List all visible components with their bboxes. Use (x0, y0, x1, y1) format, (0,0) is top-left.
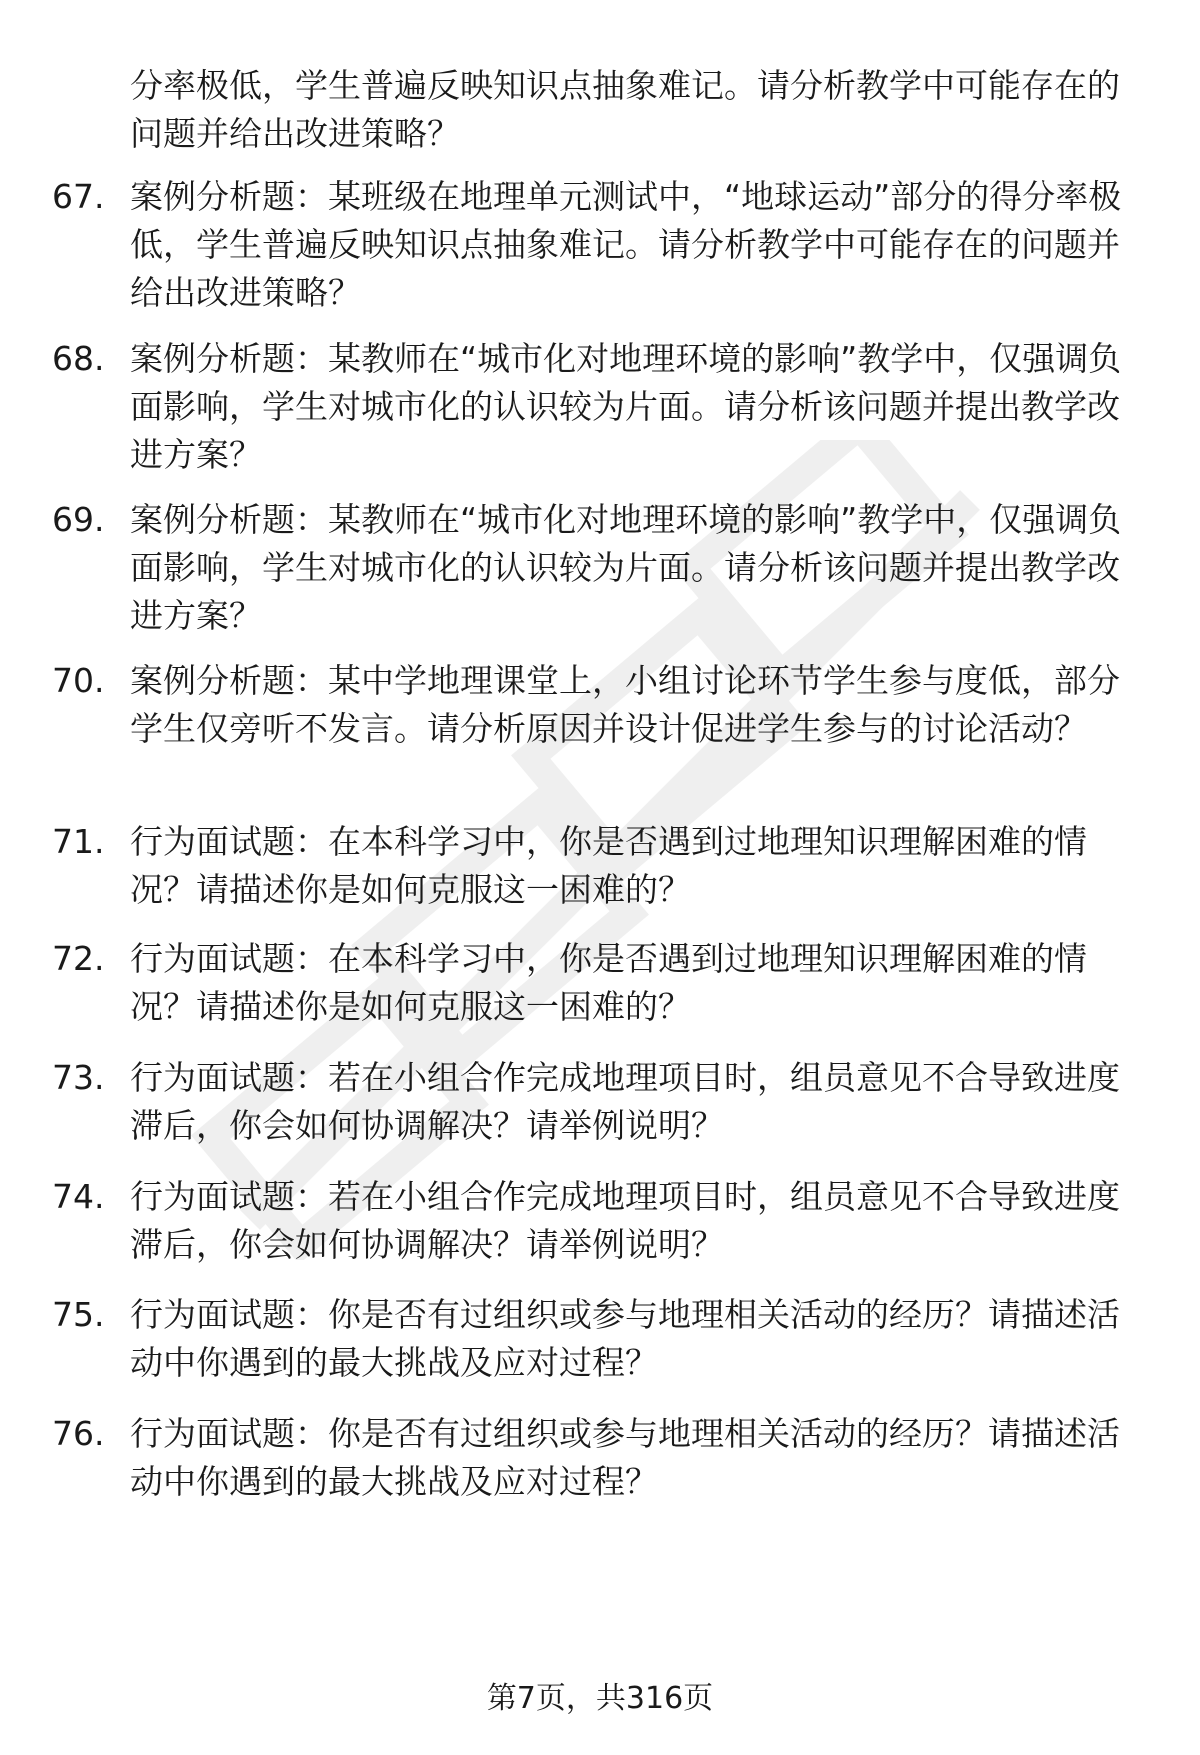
page-number-footer: 第7页，共316页 (486, 1681, 714, 1716)
question-number: 69. (52, 500, 105, 539)
question-number: 75. (52, 1295, 105, 1334)
question-number: 68. (52, 339, 105, 378)
question-text: 行为面试题：在本科学习中，你是否遇到过地理知识理解困难的情况？请描述你是如何克服这一困难的？ (130, 939, 1087, 1026)
question-number: 76. (52, 1414, 105, 1453)
continued-question-text: 分率极低，学生普遍反映知识点抽象难记。请分析教学中可能存在的问题并给出改进策略？ (130, 66, 1120, 153)
question-text: 案例分析题：某中学地理课堂上，小组讨论环节学生参与度低，部分学生仅旁听不发言。请分析原因并设计促进学生参与的讨论活动？ (130, 661, 1120, 748)
question-text: 案例分析题：某教师在“城市化对地理环境的影响”教学中，仅强调负面影响，学生对城市化的认识较为片面。请分析该问题并提出教学改进方案？ (130, 339, 1122, 474)
question-number: 67. (52, 177, 105, 216)
question-number: 72. (52, 939, 105, 978)
question-text: 行为面试题：若在小组合作完成地理项目时，组员意见不合导致进度滞后，你会如何协调解决？请举例说明？ (130, 1177, 1120, 1264)
question-number: 74. (52, 1177, 105, 1216)
question-text: 行为面试题：你是否有过组织或参与地理相关活动的经历？请描述活动中你遇到的最大挑战及应对过程？ (130, 1295, 1120, 1382)
question-number: 70. (52, 661, 105, 700)
question-text: 案例分析题：某班级在地理单元测试中，“地球运动”部分的得分率极低，学生普遍反映知识点抽象难记。请分析教学中可能存在的问题并给出改进策略？ (130, 177, 1122, 312)
question-number: 73. (52, 1058, 105, 1097)
question-text: 行为面试题：你是否有过组织或参与地理相关活动的经历？请描述活动中你遇到的最大挑战及应对过程？ (130, 1414, 1120, 1501)
question-text: 案例分析题：某教师在“城市化对地理环境的影响”教学中，仅强调负面影响，学生对城市化的认识较为片面。请分析该问题并提出教学改进方案？ (130, 500, 1122, 635)
question-text: 行为面试题：在本科学习中，你是否遇到过地理知识理解困难的情况？请描述你是如何克服这一困难的？ (130, 822, 1087, 909)
question-text: 行为面试题：若在小组合作完成地理项目时，组员意见不合导致进度滞后，你会如何协调解决？请举例说明？ (130, 1058, 1120, 1145)
question-number: 71. (52, 822, 105, 861)
